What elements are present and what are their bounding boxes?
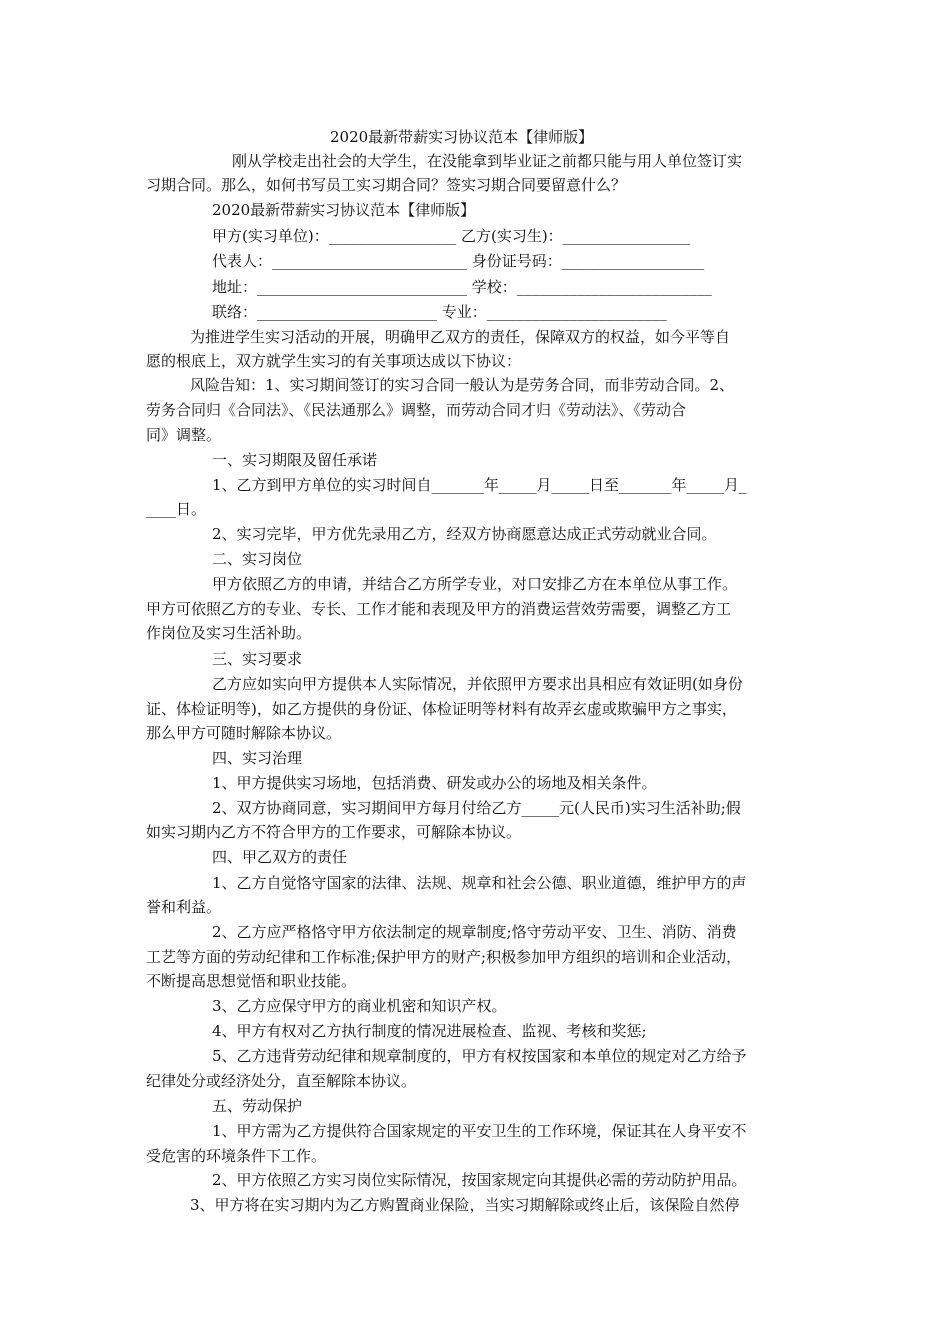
section-heading: 三、实习要求 (212, 650, 303, 668)
text-line: 3、乙方应保守甲方的商业机密和知识产权。 (212, 997, 507, 1015)
text-line: 乙方应如实向甲方提供本人实际情况，并依照甲方要求出具相应有效证明(如身份 (212, 675, 743, 693)
section-heading: 五、劳动保护 (212, 1097, 303, 1115)
text-line: 2、双方协商同意，实习期间甲方每月付给乙方_____元(人民币)实习生活补助;假 (212, 799, 741, 817)
text-line: 工艺等方面的劳动纪律和工作标准;保护甲方的财产;积极参加甲方组织的培训和企业活动， (146, 948, 742, 966)
text-line: 1、甲方提供实习场地，包括消费、研发或办公的场地及相关条件。 (212, 774, 657, 792)
text-line: 甲方依照乙方的申请，并结合乙方所学专业，对口安排乙方在本单位从事工作。 (212, 575, 738, 593)
section-heading: 四、实习治理 (212, 749, 303, 767)
text-line: 刚从学校走出社会的大学生，在没能拿到毕业证之前都只能与用人单位签订实 (232, 152, 743, 170)
text-line: 劳务合同归《合同法》、《民法通那么》调整，而劳动合同才归《劳动法》、《劳动合 (146, 401, 687, 419)
text-line: 代表人：__________________________ 身份证号码：___________________ (212, 252, 705, 270)
text-line: 愿的根底上，双方就学生实习的有关事项达成以下协议： (146, 352, 522, 370)
text-line: 那么甲方可随时解除本协议。 (146, 724, 342, 742)
text-line: 证、体检证明等)，如乙方提供的身份证、体检证明等材料有故弄玄虚或欺骗甲方之事实， (146, 700, 737, 718)
text-line: 2、乙方应严格恪守甲方依法制定的规章制度;恪守劳动平安、卫生、消防、消费 (212, 923, 737, 941)
text-line: 作岗位及实习生活补助。 (146, 624, 312, 642)
text-line: ____日。 (146, 500, 207, 518)
text-line: 誉和利益。 (146, 898, 222, 916)
text-line: 2、实习完毕，甲方优先录用乙方，经双方协商愿意达成正式劳动就业合同。 (212, 525, 717, 543)
section-heading: 四、甲乙双方的责任 (212, 848, 348, 866)
document-title: 2020最新带薪实习协议范本【律师版】 (330, 128, 594, 146)
text-line: 如实习期内乙方不符合甲方的工作要求，可解除本协议。 (146, 823, 522, 841)
text-line: 5、乙方违背劳动纪律和规章制度的，甲方有权按国家和本单位的规定对乙方给予 (212, 1047, 747, 1065)
text-line: 纪律处分或经济处分，直至解除本协议。 (146, 1072, 417, 1090)
text-line: 甲方(实习单位)：_________________ 乙方(实习生)：_________________ (212, 227, 691, 245)
text-line: 3、甲方将在实习期内为乙方购置商业保险，当实习期解除或终止后，该保险自然停 (190, 1196, 740, 1214)
text-line: 1、甲方需为乙方提供符合国家规定的平安卫生的工作环境，保证其在人身平安不 (212, 1122, 747, 1140)
section-heading: 一、实习期限及留任承诺 (212, 451, 378, 469)
text-line: 联络：________________________ 专业：________________________ (212, 303, 667, 321)
text-line: 2020最新带薪实习协议范本【律师版】 (212, 201, 476, 219)
text-line: 习期合同。那么，如何书写员工实习期合同？签实习期合同要留意什么？ (146, 176, 627, 194)
text-line: 受危害的环境条件下工作。 (146, 1147, 327, 1165)
text-line: 风险告知：1、实习期间签订的实习合同一般认为是劳务合同，而非劳动合同。2、 (190, 376, 735, 394)
text-line: 2、甲方依照乙方实习岗位实际情况，按国家规定向其提供必需的劳动防护用品。 (212, 1171, 747, 1189)
text-line: 1、乙方自觉恪守国家的法律、法规、规章和社会公德、职业道德，维护甲方的声 (212, 874, 747, 892)
text-line: 不断提高思想觉悟和职业技能。 (146, 972, 357, 990)
text-line: 地址：____________________________ 学校：__________________________ (212, 278, 712, 296)
text-line: 同》调整。 (146, 426, 222, 444)
text-line: 4、甲方有权对乙方执行制度的情况进展检查、监视、考核和奖惩; (212, 1022, 647, 1040)
text-line: 甲方可依照乙方的专业、专长、工作才能和表现及甲方的消费运营效劳需要，调整乙方工 (146, 600, 732, 618)
text-line: 为推进学生实习活动的开展，明确甲乙双方的责任，保障双方的权益，如今平等自 (190, 328, 731, 346)
section-heading: 二、实习岗位 (212, 550, 303, 568)
text-line: 1、乙方到甲方单位的实习时间自_______年_____月_____日至_______年_____月_ (212, 476, 747, 494)
